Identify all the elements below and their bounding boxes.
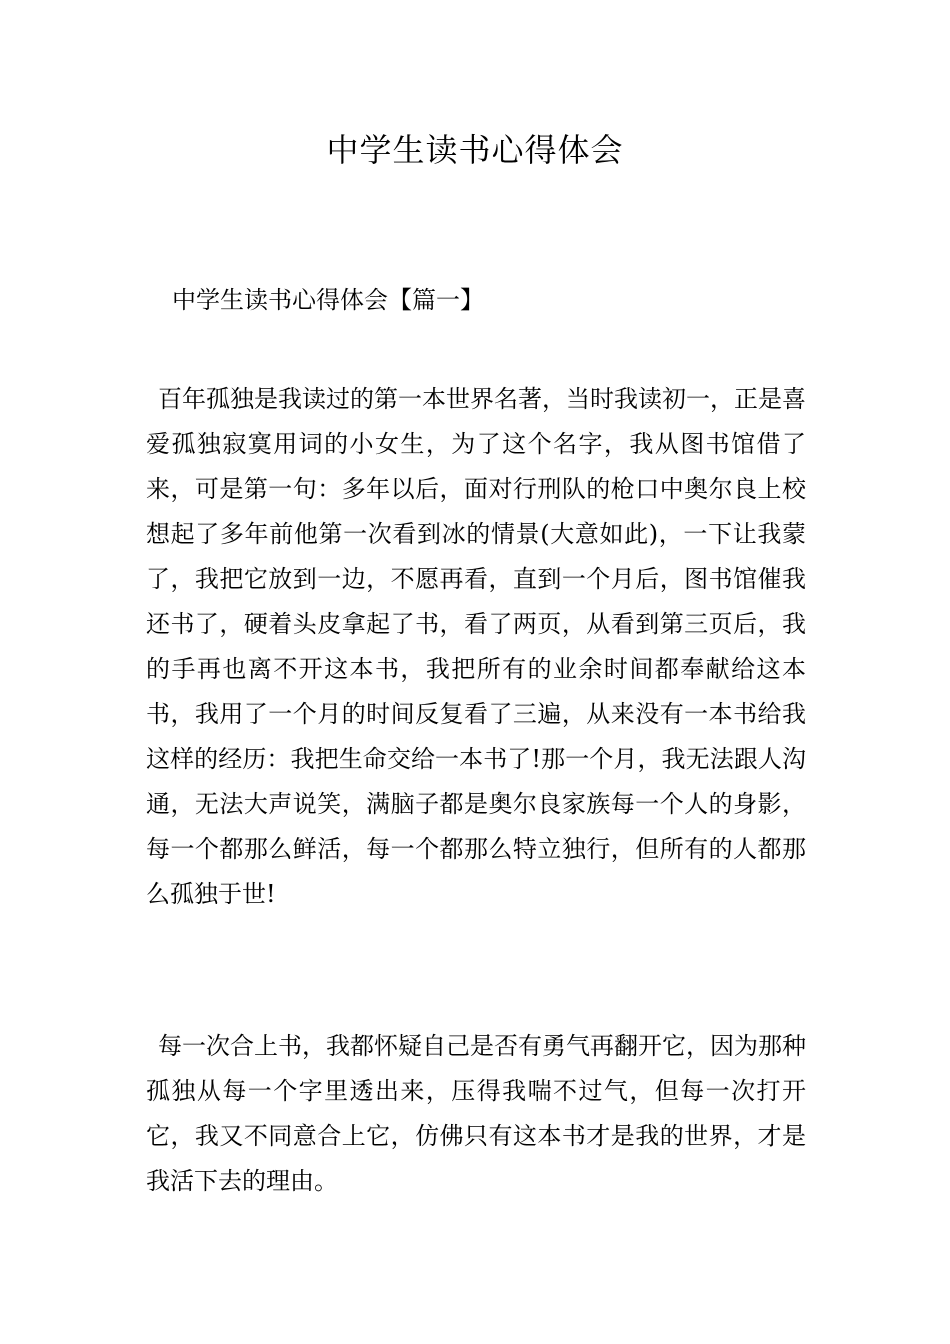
section-heading: 中学生读书心得体会【篇一】 [172, 286, 484, 314]
body-paragraph-2: 每一次合上书，我都怀疑自己是否有勇气再翻开它，因为那种孤独从每一个字里透出来，压得我喘不过气，但每一次打开它，我又不同意合上它，仿佛只有这本书才是我的世界，才是我活下去的理由。 [146, 1032, 806, 1195]
document-title: 中学生读书心得体会 [326, 131, 624, 169]
body-paragraph-1: 百年孤独是我读过的第一本世界名著，当时我读初一，正是喜爱孤独寂寞用词的小女生，为了这个名字，我从图书馆借了来，可是第一句：多年以后，面对行刑队的枪口中奥尔良上校想起了多年前他第一次看到冰的情景(大意如此)，一下让我蒙了，我把它放到一边，不愿再看，直到一个月后，图书馆催我还书了，硬着头皮拿起了书，看了两页，从看到第三页后，我的手再也离不开这本书，我把所有的业余时间都奉献给这本书，我用了一个月的时间反复看了三遍，从来没有一本书给我这样的经历：我把生命交给一本书了!那一个月，我无法跟人沟通，无法大声说笑，满脑子都是奥尔良家族每一个人的身影，每一个都那么鲜活，每一个都那么特立独行，但所有的人都那么孤独于世! [146, 385, 806, 908]
